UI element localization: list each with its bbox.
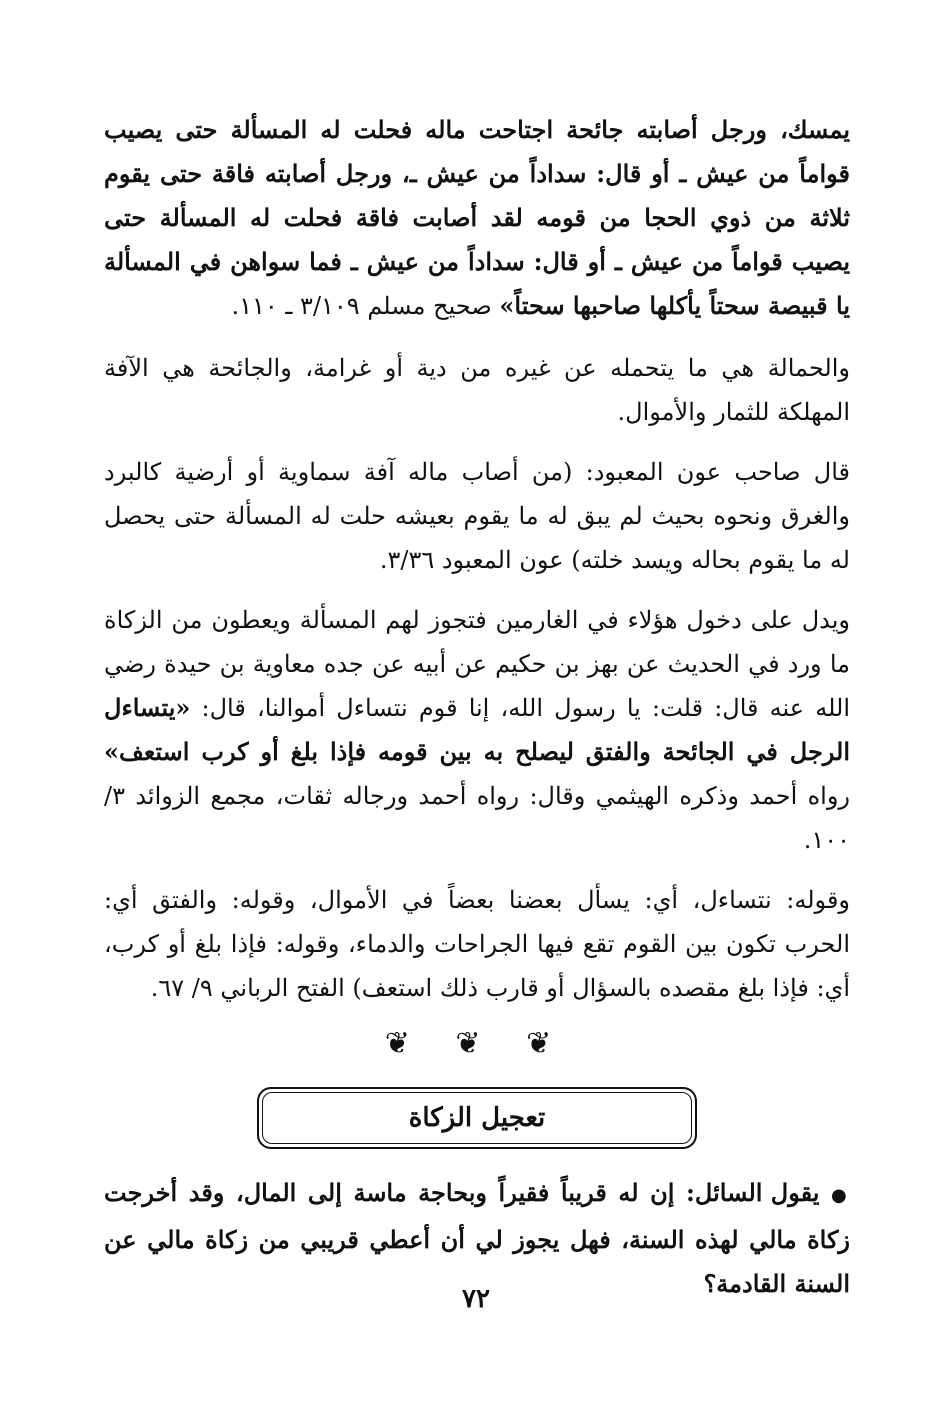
page-number: ٧٢	[462, 1284, 490, 1314]
paragraph-explanation: وقوله: نتساءل، أي: يسأل بعضنا بعضاً في الأموال، وقوله: والفتق أي: الحرب تكون بين القوم تقع فيها الجراحات والدماء، وقوله: فإذا بلغ أو كرب، أي: فإذا بلغ مقصده بالسؤال أو قارب ذلك استعف) الفتح الرباني ٩/ ٦٧.	[104, 886, 850, 1002]
section-divider-ornament-icon: ❦ ❦ ❦	[384, 1026, 570, 1061]
paragraph-hadith-qabisa	[104, 108, 850, 328]
hadith-citation: صحيح مسلم ٣/١٠٩ ـ ١١٠.	[231, 292, 500, 320]
paragraph-awn-al-mabud: قال صاحب عون المعبود: (من أصاب ماله آفة سماوية أو أرضية كالبرد والغرق ونحوه بحيث لم يبق له ما يقوم بعيشه حلت له المسألة حتى يحصل له ما يقوم بحاله ويسد خلته) عون المعبود ٣/٣٦.	[104, 458, 850, 574]
paragraph-bahz-hadith	[104, 598, 850, 862]
section-heading: تعجيل الزكاة	[262, 1092, 692, 1144]
hadith-text-bold: يمسك، ورجل أصابته جائحة اجتاحت ماله فحلت له المسألة حتى يصيب قواماً من عيش ـ أو قال: سداداً من عيش ـ، ورجل أصابته فاقة حتى يقوم ثلاثة من ذوي الحجا من قومه لقد أصابت فاقة فحلت له المسألة حتى يصيب قواماً من عيش ـ أو قال: سداداً من عيش ـ فما سواهن في المسألة يا قبيصة سحتاً يأكلها صاحبها سحتاً»	[104, 115, 850, 320]
bahz-intro: ويدل على دخول هؤلاء في الغارمين فتجوز لهم المسألة ويعطون من الزكاة ما ورد في الحديث عن بهز بن حكيم عن أبيه عن جده معاوية بن حيدة رضي الله عنه قال: قلت: يا رسول الله، إنا قوم نتساءل أموالنا، قال:	[104, 606, 850, 722]
page-body	[104, 108, 850, 1306]
paragraph-definitions: والحمالة هي ما يتحمله عن غيره من دية أو غرامة، والجائحة هي الآفة المهلكة للثمار والأموال.	[104, 354, 850, 426]
question-text: يقول السائل: إن له قريباً فقيراً وبحاجة ماسة إلى المال، وقد أخرجت زكاة مالي لهذه السنة، فهل يجوز لي أن أعطي قريبي من زكاة مالي عن السنة القادمة؟	[104, 1178, 851, 1298]
section-heading-frame	[257, 1087, 697, 1149]
bahz-citation: رواه أحمد وذكره الهيثمي وقال: رواه أحمد ورجاله ثقات، مجمع الزوائد ٣/ ١٠٠.	[104, 782, 850, 854]
bullet-icon: ●	[831, 1185, 850, 1206]
bahz-hadith-bold: «يتساءل الرجل في الجائحة والفتق ليصلح به بين قومه فإذا بلغ أو كرب استعف»	[104, 693, 850, 766]
